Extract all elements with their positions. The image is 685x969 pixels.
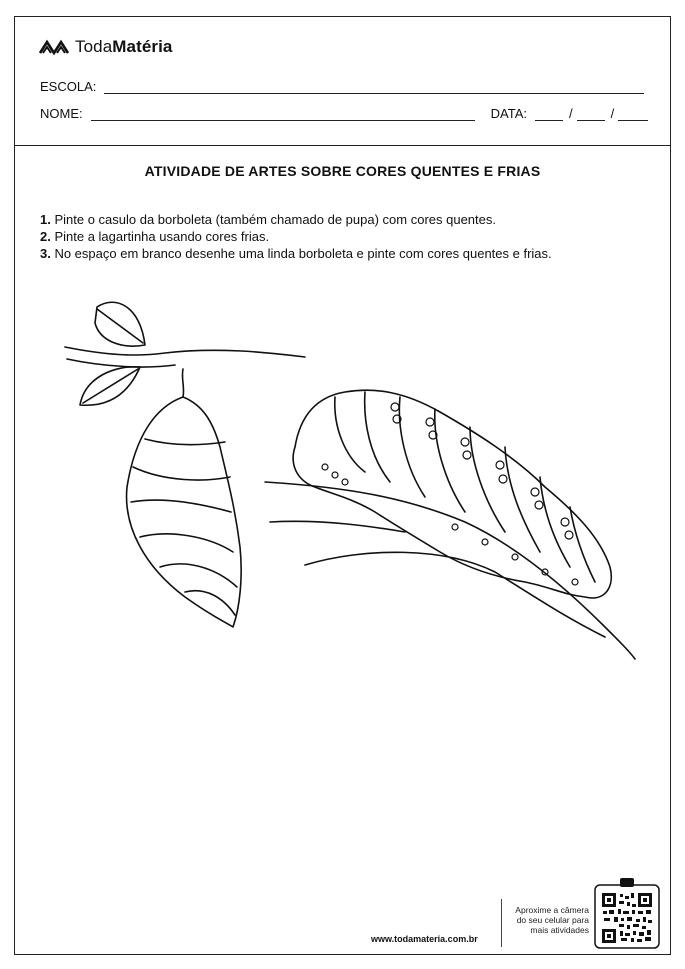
footer-url[interactable]: www.todamateria.com.br bbox=[371, 934, 478, 944]
cocoon bbox=[127, 397, 242, 627]
instructions bbox=[40, 211, 552, 262]
school-label: ESCOLA: bbox=[40, 79, 97, 94]
date-month-line[interactable] bbox=[577, 119, 605, 121]
qr-code-icon[interactable] bbox=[594, 877, 660, 949]
name-field[interactable] bbox=[40, 106, 648, 121]
todamateria-logo-icon bbox=[39, 39, 69, 55]
school-field[interactable] bbox=[40, 79, 644, 94]
header bbox=[15, 17, 670, 146]
date-label: DATA: bbox=[490, 106, 527, 121]
date-day-line[interactable] bbox=[535, 119, 563, 121]
footer-divider bbox=[501, 899, 502, 947]
date-year-line[interactable] bbox=[618, 119, 648, 121]
instruction-3: 3. No espaço em branco desenhe uma linda borboleta e pinte com cores quentes e frias. bbox=[40, 246, 552, 261]
name-line[interactable] bbox=[91, 119, 475, 121]
branch bbox=[65, 347, 305, 357]
date-sep-1: / bbox=[568, 106, 573, 121]
caterpillar bbox=[293, 390, 611, 598]
worksheet bbox=[14, 16, 671, 955]
instruction-2: 2. Pinte a lagartinha usando cores frias. bbox=[40, 229, 270, 244]
brand-logo[interactable] bbox=[39, 37, 173, 57]
school-line[interactable] bbox=[104, 92, 644, 94]
caterpillar-branch bbox=[265, 482, 635, 659]
cocoon-caterpillar-illustration bbox=[45, 297, 645, 677]
qr-caption: Aproxime a câmera do seu celular para mais atividades bbox=[515, 905, 589, 935]
instruction-1: 1. Pinte o casulo da borboleta (também chamado de pupa) com cores quentes. bbox=[40, 212, 496, 227]
date-sep-2: / bbox=[610, 106, 615, 121]
page-title: ATIVIDADE DE ARTES SOBRE CORES QUENTES E FRIAS bbox=[144, 163, 541, 179]
name-label: NOME: bbox=[40, 106, 83, 121]
brand-name: TodaMatéria bbox=[75, 37, 173, 56]
